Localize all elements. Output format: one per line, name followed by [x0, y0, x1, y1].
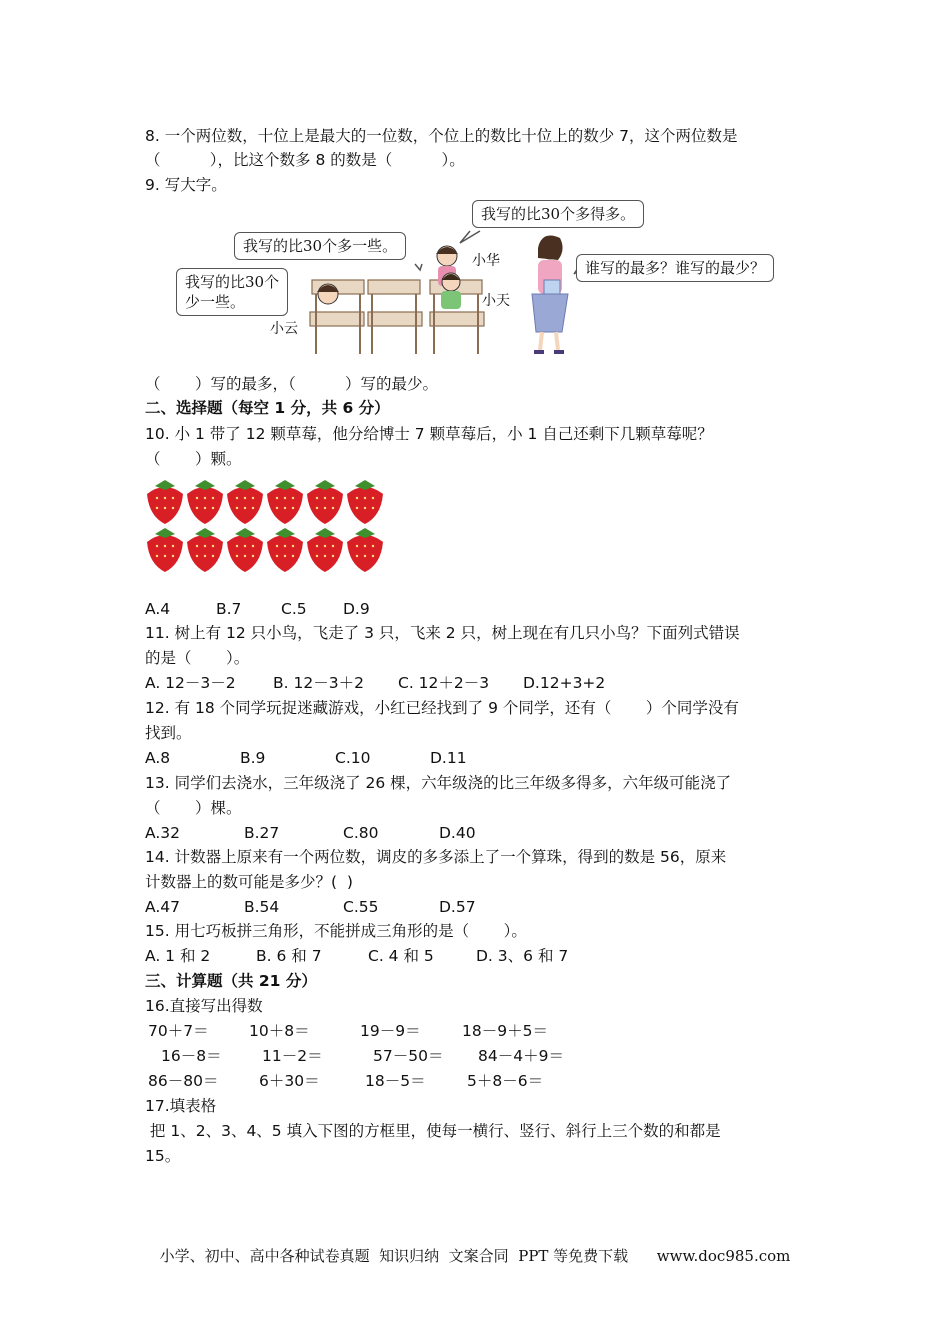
- q17-title: 17.填表格: [145, 1097, 217, 1115]
- strawberries-image: [145, 478, 390, 578]
- q11-option-b: B. 12－3＋2: [273, 674, 364, 692]
- calc-item: 18－5＝: [365, 1072, 426, 1090]
- bubble-xiaohua: 我写的比30个多得多。: [472, 200, 644, 228]
- q15-option-d: D. 3、6 和 7: [476, 947, 569, 965]
- strawberry-icon: [187, 528, 223, 572]
- q10-option-a: A.4: [145, 600, 171, 618]
- q9-answer: （ ）写的最多，（ ）写的最少。: [145, 375, 439, 393]
- strawberry-icon: [307, 528, 343, 572]
- q12-line2: 找到。: [145, 724, 192, 742]
- q14-option-d: D.57: [439, 898, 476, 916]
- q15-line1: 15. 用七巧板拼三角形，不能拼成三角形的是（ ）。: [145, 922, 527, 940]
- calc-item: 6＋30＝: [259, 1072, 320, 1090]
- strawberry-icon: [267, 528, 303, 572]
- q12-option-b: B.9: [240, 749, 266, 767]
- q8-line1: 8. 一个两位数，十位上是最大的一位数，个位上的数比十位上的数少 7，这个两位数是: [145, 127, 738, 145]
- calc-item: 11－2＝: [262, 1047, 323, 1065]
- q17-line1: 把 1、2、3、4、5 填入下图的方框里，使每一横行、竖行、斜行上三个数的和都是: [145, 1122, 721, 1140]
- strawberry-icon: [227, 480, 263, 524]
- q15-option-c: C. 4 和 5: [368, 947, 434, 965]
- q15-option-b: B. 6 和 7: [256, 947, 322, 965]
- calc-item: 16－8＝: [161, 1047, 222, 1065]
- calc-item: 19－9＝: [360, 1022, 421, 1040]
- q10-option-c: C.5: [281, 600, 307, 618]
- q13-line2: （ ）棵。: [145, 799, 242, 817]
- q10-line1: 10. 小 1 带了 12 颗草莓，他分给博士 7 颗草莓后，小 1 自己还剩下几颗草莓呢？: [145, 425, 713, 443]
- q10-option-d: D.9: [343, 600, 370, 618]
- strawberry-icon: [147, 528, 183, 572]
- strawberry-icon: [347, 528, 383, 572]
- q11-option-a: A. 12－3－2: [145, 674, 236, 692]
- q9-illustration: [170, 198, 810, 360]
- strawberry-icon: [187, 480, 223, 524]
- q13-option-d: D.40: [439, 824, 476, 842]
- name-xiaoyun: 小云: [270, 321, 298, 337]
- bubble-teacher: 谁写的最多？谁写的最少？: [576, 254, 774, 282]
- q15-option-a: A. 1 和 2: [145, 947, 211, 965]
- name-xiaohua: 小华: [472, 253, 500, 269]
- q13-line1: 13. 同学们去浇水，三年级浇了 26 棵，六年级浇的比三年级多得多，六年级可能浇了: [145, 774, 732, 792]
- q13-option-a: A.32: [145, 824, 180, 842]
- q16-title: 16.直接写出得数: [145, 997, 263, 1015]
- bubble-xiaoyun-line2: 少一些。: [185, 293, 246, 311]
- q14-line1: 14. 计数器上原来有一个两位数，调皮的多多添上了一个算珠，得到的数是 56，原来: [145, 848, 727, 866]
- strawberry-icon: [267, 480, 303, 524]
- calc-item: 10＋8＝: [249, 1022, 310, 1040]
- calc-item: 57－50＝: [373, 1047, 444, 1065]
- q13-option-c: C.80: [343, 824, 379, 842]
- q14-option-a: A.47: [145, 898, 180, 916]
- strawberry-icon: [147, 480, 183, 524]
- q13-option-b: B.27: [244, 824, 280, 842]
- q11-option-d: D.12+3+2: [523, 674, 606, 692]
- strawberries-svg: [145, 478, 390, 578]
- section2-title: 二、选择题（每空 1 分，共 6 分）: [145, 399, 390, 417]
- q12-option-d: D.11: [430, 749, 467, 767]
- calc-item: 84－4＋9＝: [478, 1047, 564, 1065]
- strawberry-icon: [347, 480, 383, 524]
- q8-line2: （ ），比这个数多 8 的数是（ ）。: [145, 151, 465, 169]
- q12-option-a: A.8: [145, 749, 171, 767]
- bubble-xiaoyun: [176, 268, 288, 316]
- q17-line2: 15。: [145, 1147, 181, 1165]
- q14-option-c: C.55: [343, 898, 379, 916]
- q14-line2: 计数器上的数可能是多少？( ): [145, 873, 353, 891]
- calc-item: 18－9＋5＝: [462, 1022, 548, 1040]
- strawberry-icon: [307, 480, 343, 524]
- calc-item: 70＋7＝: [148, 1022, 209, 1040]
- section3-title: 三、计算题（共 21 分）: [145, 972, 317, 990]
- bubble-middle: 我写的比30个多一些。: [234, 232, 406, 260]
- q9-title: 9. 写大字。: [145, 176, 227, 194]
- q11-line2: 的是（ ）。: [145, 649, 250, 667]
- q12-option-c: C.10: [335, 749, 371, 767]
- q10-option-b: B.7: [216, 600, 242, 618]
- q10-line2: （ ）颗。: [145, 450, 242, 468]
- q12-line1: 12. 有 18 个同学玩捉迷藏游戏，小红已经找到了 9 个同学，还有（ ）个同学没有: [145, 699, 739, 717]
- name-xiaotian: 小天: [482, 293, 510, 309]
- q11-line1: 11. 树上有 12 只小鸟，飞走了 3 只，飞来 2 只，树上现在有几只小鸟？下面列式错误: [145, 624, 740, 642]
- calc-item: 5＋8－6＝: [467, 1072, 544, 1090]
- strawberry-icon: [227, 528, 263, 572]
- q14-option-b: B.54: [244, 898, 280, 916]
- calc-item: 86－80＝: [148, 1072, 219, 1090]
- bubble-xiaoyun-line1: 我写的比30个: [185, 273, 280, 291]
- q11-option-c: C. 12＋2－3: [398, 674, 490, 692]
- page-footer: 小学、初中、高中各种试卷真题 知识归纳 文案合同 PPT 等免费下载 www.doc985.com: [159, 1247, 791, 1265]
